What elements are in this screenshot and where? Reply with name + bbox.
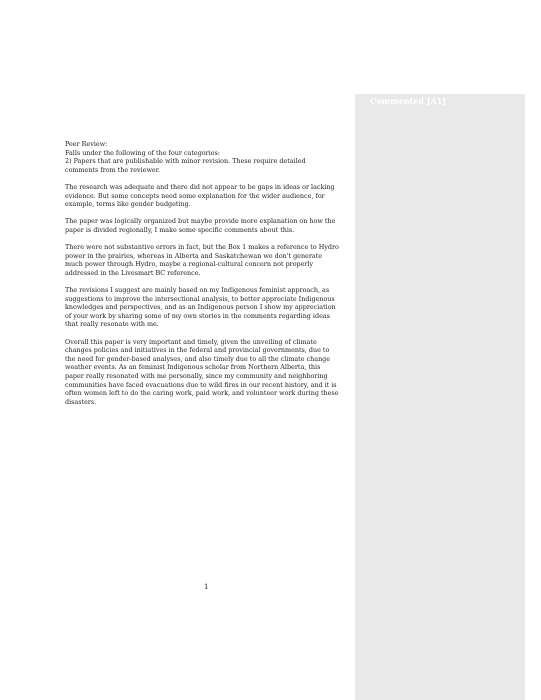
paragraph-revisions bbox=[65, 286, 353, 329]
paragraph-organization bbox=[65, 217, 353, 234]
text-line: changes policies and initiatives in the federal and provincial governments, due to bbox=[65, 346, 330, 355]
text-line: The paper was logically organized but maybe provide more explanation on how the bbox=[65, 217, 336, 226]
text-line: weather events. As an feminist Indigenous scholar from Northern Alberta, this bbox=[65, 363, 321, 372]
text-line: The revisions I suggest are mainly based on my Indigenous feminist approach, as bbox=[65, 286, 330, 295]
text-line: paper is divided regionally, I make some specific comments about this. bbox=[65, 225, 295, 234]
text-line: There were not substantive errors in fact, but the Box 1 makes a reference to Hydro bbox=[65, 243, 339, 252]
text-line: evidence. But some concepts need some explanation for the wider audience, for bbox=[65, 191, 325, 200]
text-line: much power through Hydro, maybe a regional-cultural concern not properly bbox=[65, 260, 314, 269]
text-line: The research was adequate and there did not appear to be gaps in ideas or lacking bbox=[65, 182, 335, 191]
text-line: that really resonate with me. bbox=[65, 320, 159, 329]
text-line: suggestions to improve the intersectional analysis, to better appreciate Indigenous bbox=[65, 294, 335, 303]
text-line: the need for gender-based analyses, and also timely due to all the climate change bbox=[65, 354, 331, 363]
heading-line: comments from the reviewer. bbox=[65, 165, 161, 174]
review-heading bbox=[65, 140, 353, 174]
paragraph-research bbox=[65, 183, 353, 209]
text-line: communities have faced evacuations due to wild fires in our recent history, and it is bbox=[65, 380, 337, 389]
text-line: example, terms like gender budgeting. bbox=[65, 200, 191, 209]
paragraph-errors bbox=[65, 243, 353, 277]
text-line: Overall this paper is very important and timely, given the unveiling of climate bbox=[65, 337, 317, 346]
paragraph-overall bbox=[65, 338, 353, 407]
heading-line: Peer Review: bbox=[65, 140, 108, 148]
comment-header[interactable] bbox=[355, 94, 525, 110]
text-line: paper really resonated with me personally, since my community and neighboring bbox=[65, 372, 328, 381]
text-line: disasters. bbox=[65, 397, 97, 406]
document-body bbox=[65, 140, 353, 415]
text-line: often women left to do the caring work, paid work, and volunteer work during these bbox=[65, 389, 339, 398]
text-line: power in the prairies, whereas in Alberta and Saskatchewan we don't generate bbox=[65, 251, 323, 260]
text-line: knowledges and perspectives, and as an Indigenous person I show my appreciation bbox=[65, 303, 336, 312]
heading-line: Falls under the following of the four categories: bbox=[65, 148, 220, 157]
comment-label: Commented [A1] bbox=[370, 96, 447, 106]
text-line: addressed in the Livesmart BC reference. bbox=[65, 268, 201, 277]
page-number: 1 bbox=[204, 583, 209, 591]
heading-line: 2) Papers that are publishable with minor revision. These require detailed bbox=[65, 157, 306, 166]
comment-pane bbox=[355, 94, 525, 700]
text-line: of your work by sharing some of my own stories in the comments regarding ideas bbox=[65, 311, 330, 320]
